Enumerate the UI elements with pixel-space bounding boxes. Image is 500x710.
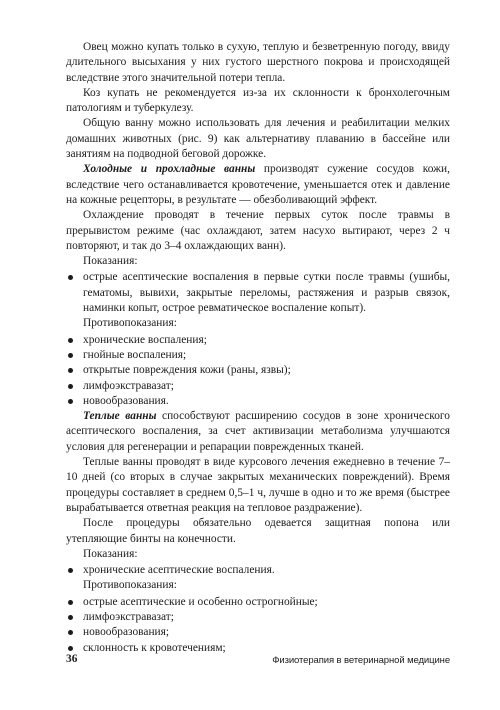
page-number: 36	[66, 653, 78, 665]
bullet-icon	[68, 630, 73, 635]
paragraph-goats: Коз купать не рекомендуется из-за их склонности к бронхолегочным патологиям и туберкулезу.	[66, 86, 450, 115]
bullet-icon	[68, 338, 73, 343]
page-footer	[66, 652, 450, 666]
paragraph-warm-course: Теплые ванны проводят в виде курсового лечения ежедневно в течение 7–10 дней (со вторых в случае закрытых механических повреждений). Время процедуры составляет в среднем 0,5–1 ч, лучше в одно и то же время (быстрее вырабатывается ответная реакция на тепловое раздражение).	[66, 456, 450, 514]
list-item: лимфоэкстравазат;	[66, 379, 450, 394]
bullet-icon	[68, 368, 73, 373]
warm-contraindications-list	[66, 595, 450, 656]
list-item: открытые повреждения кожи (раны, язвы);	[66, 363, 450, 378]
bullet-icon	[68, 353, 73, 358]
cold-contraindications-list	[66, 333, 450, 409]
list-item: острые асептические и особенно острогнойные;	[66, 595, 450, 610]
warm-baths-text: способствуют расширению сосудов в зоне хронического асептического воспаления, за счет активизации метаболизма улучшаются условия для регенерации и репарации поврежденных тканей.	[66, 410, 450, 453]
paragraph-cooling: Охлаждение проводят в течение первых суток после травмы в прерывистом режиме (час охлаждают, затем насухо вытирают, через 2 ч повторяют, и так до 3–4 охлаждающих ванн).	[66, 209, 450, 252]
list-item: новообразования.	[66, 394, 450, 409]
cold-baths-heading: Холодные и прохладные ванны	[83, 163, 256, 176]
bullet-icon	[68, 646, 73, 651]
list-item: лимфоэкстравазат;	[66, 610, 450, 625]
warm-indications-list	[66, 563, 450, 578]
cold-contraindications-label: Противопоказания:	[83, 317, 177, 330]
list-item: новообразования;	[66, 625, 450, 640]
running-title: Физиотерапия в ветеринарной медицине	[272, 655, 450, 666]
bullet-icon	[68, 275, 73, 280]
list-item: хронические воспаления;	[66, 333, 450, 348]
warm-contraindications-label: Противопоказания:	[83, 579, 177, 592]
list-item: гнойные воспаления;	[66, 348, 450, 363]
bullet-icon	[68, 568, 73, 573]
bullet-icon	[68, 600, 73, 605]
paragraph-after-procedure: После процедуры обязательно одевается защитная попона или утепляющие бинты на конечности.	[66, 517, 450, 545]
list-item: хронические асептические воспаления.	[66, 563, 450, 578]
list-item: склонность к кровотечениям;	[66, 641, 450, 656]
cold-indications-list	[66, 270, 450, 316]
bullet-icon	[68, 384, 73, 389]
bullet-icon	[68, 399, 73, 404]
list-item: острые асептические воспаления в первые сутки после травмы (ушибы, гематомы, вывихи, закрытые переломы, растяжения и разрыв связок, наминки копыт, острое ревматическое воспаление копыт).	[66, 270, 450, 316]
bullet-icon	[68, 615, 73, 620]
paragraph-sheep-bathing: Овец можно купать только в сухую, теплую и безветренную погоду, ввиду длительного высыхания у них густого шерстного покрова и происходящей вследствие этого значительной потери тепла.	[66, 41, 450, 84]
page-body	[66, 40, 450, 656]
warm-baths-heading: Теплые ванны	[83, 410, 157, 423]
cold-indications-label: Показания:	[83, 255, 138, 268]
paragraph-warm-baths	[66, 409, 450, 455]
paragraph-cold-baths	[66, 162, 450, 208]
paragraph-general-bath: Общую ванну можно использовать для лечения и реабилитации мелких домашних животных (рис. 9) как альтернативу плаванию в бассейне или занятиям на подводной беговой дорожке.	[66, 117, 450, 161]
cold-baths-text: производят сужение сосудов кожи, вследствие чего останавливается кровотечение, уменьшается отек и давление на кожные рецепторы, в результате — обезболивающий эффект.	[66, 163, 450, 206]
warm-indications-label: Показания:	[83, 547, 138, 560]
